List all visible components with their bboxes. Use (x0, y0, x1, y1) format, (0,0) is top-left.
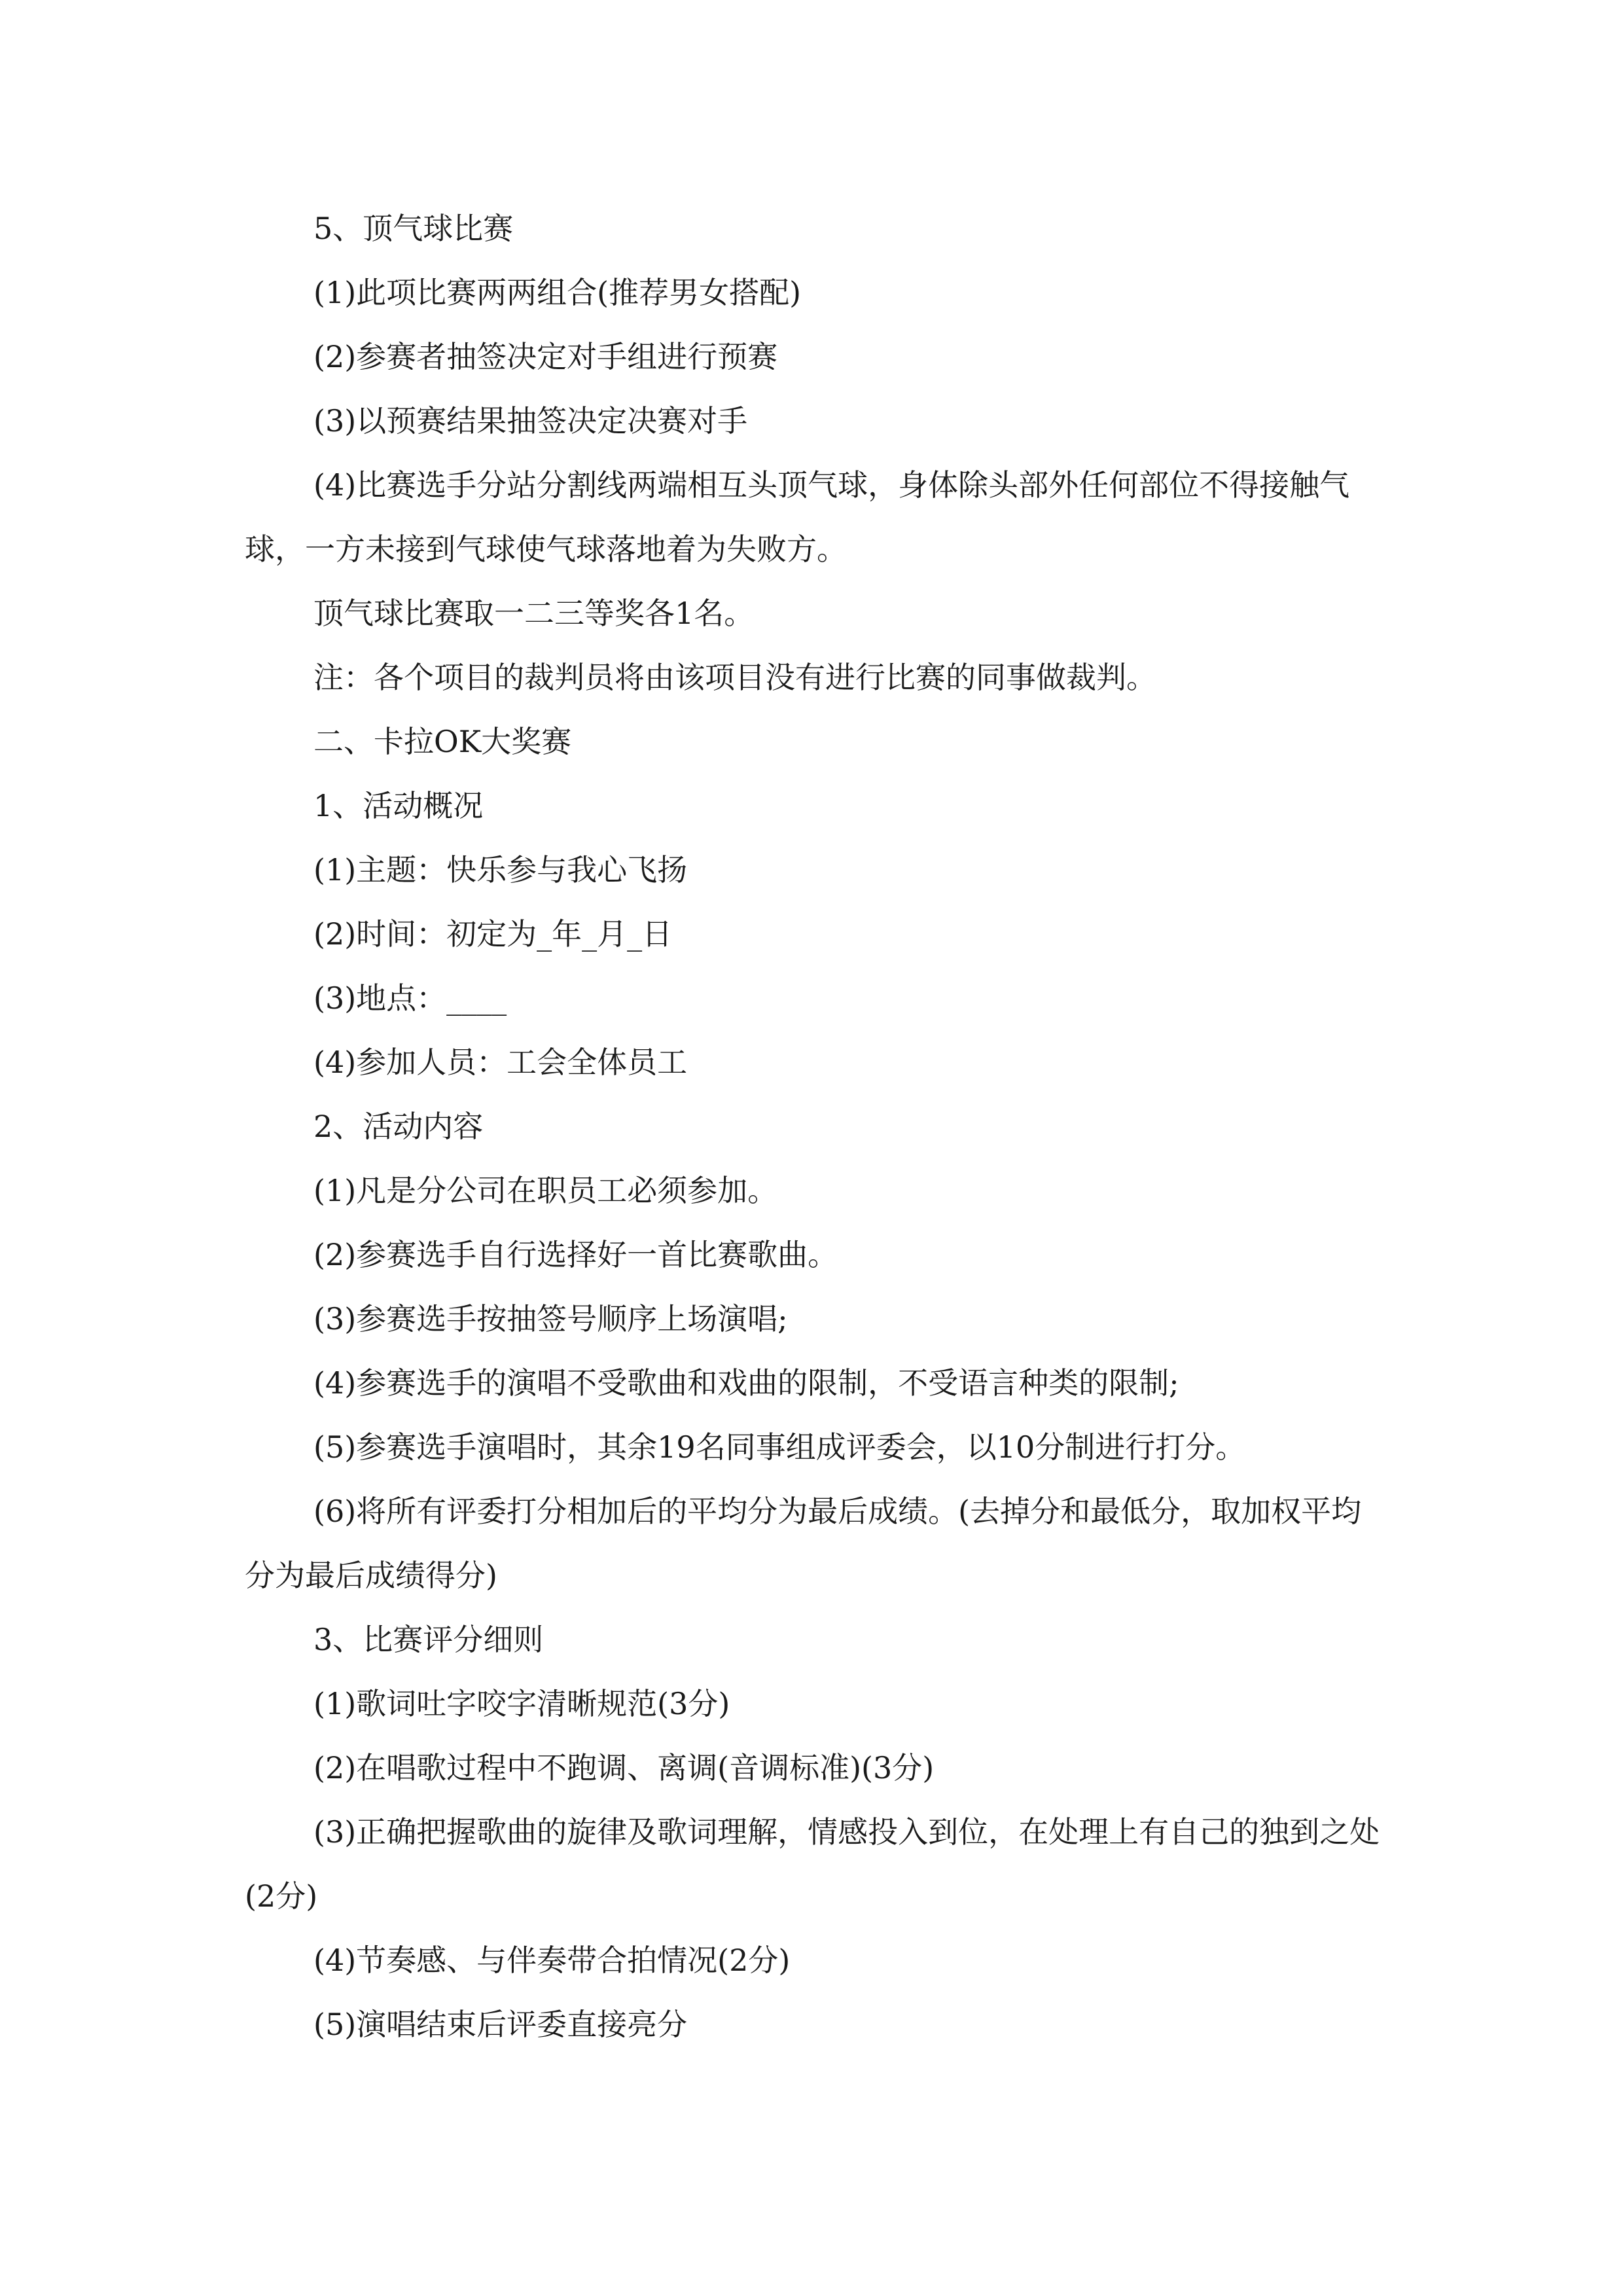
overview-time: (2)时间：初定为_年_月_日 (313, 916, 673, 952)
content-item-5: (5)参赛选手演唱时，其余19名同事组成评委会，以10分制进行打分。 (313, 1429, 1246, 1465)
scoring-item-1: (1)歌词吐字咬字清晰规范(3分) (313, 1686, 730, 1721)
section-heading-karaoke: 二、卡拉OK大奖赛 (313, 724, 572, 759)
overview-participants: (4)参加人员：工会全体员工 (313, 1045, 688, 1080)
scoring-item-4: (4)节奏感、与伴奏带合拍情况(2分) (313, 1943, 791, 1978)
scoring-item-2: (2)在唱歌过程中不跑调、离调(音调标准)(3分) (313, 1750, 935, 1785)
content-item-1: (1)凡是分公司在职员工必须参加。 (313, 1173, 778, 1208)
subheading-scoring: 3、比赛评分细则 (313, 1622, 544, 1657)
referee-note: 注：各个项目的裁判员将由该项目没有进行比赛的同事做裁判。 (313, 660, 1156, 695)
subheading-overview: 1、活动概况 (313, 788, 484, 823)
prize-note: 顶气球比赛取一二三等奖各1名。 (313, 596, 755, 631)
content-item-6: (6)将所有评委打分相加后的平均分为最后成绩。(去掉分和最低分，取加权平均分为最后成绩得分) (245, 1494, 1362, 1593)
overview-theme: (1)主题：快乐参与我心飞扬 (313, 852, 688, 888)
content-item-2: (2)参赛选手自行选择好一首比赛歌曲。 (313, 1237, 838, 1272)
scoring-item-3: (3)正确把握歌曲的旋律及歌词理解，情感投入到位，在处理上有自己的独到之处(2分) (245, 1814, 1380, 1914)
rule-item-3: (3)以预赛结果抽签决定决赛对手 (313, 403, 748, 439)
content-item-4: (4)参赛选手的演唱不受歌曲和戏曲的限制，不受语言种类的限制; (313, 1365, 1179, 1401)
rule-item-2: (2)参赛者抽签决定对手组进行预赛 (313, 339, 778, 374)
content-item-3: (3)参赛选手按抽签号顺序上场演唱; (313, 1301, 788, 1336)
overview-location: (3)地点：____ (313, 980, 507, 1016)
subheading-content: 2、活动内容 (313, 1109, 484, 1144)
scoring-item-5: (5)演唱结束后评委直接亮分 (313, 2007, 688, 2042)
rule-item-4: (4)比赛选手分站分割线两端相互头顶气球，身体除头部外任何部位不得接触气球，一方未接到气球使气球落地着为失败方。 (245, 467, 1350, 567)
heading-balloon-contest: 5、顶气球比赛 (313, 211, 514, 246)
document-body (245, 196, 1387, 2056)
rule-item-1: (1)此项比赛两两组合(推荐男女搭配) (313, 275, 802, 310)
